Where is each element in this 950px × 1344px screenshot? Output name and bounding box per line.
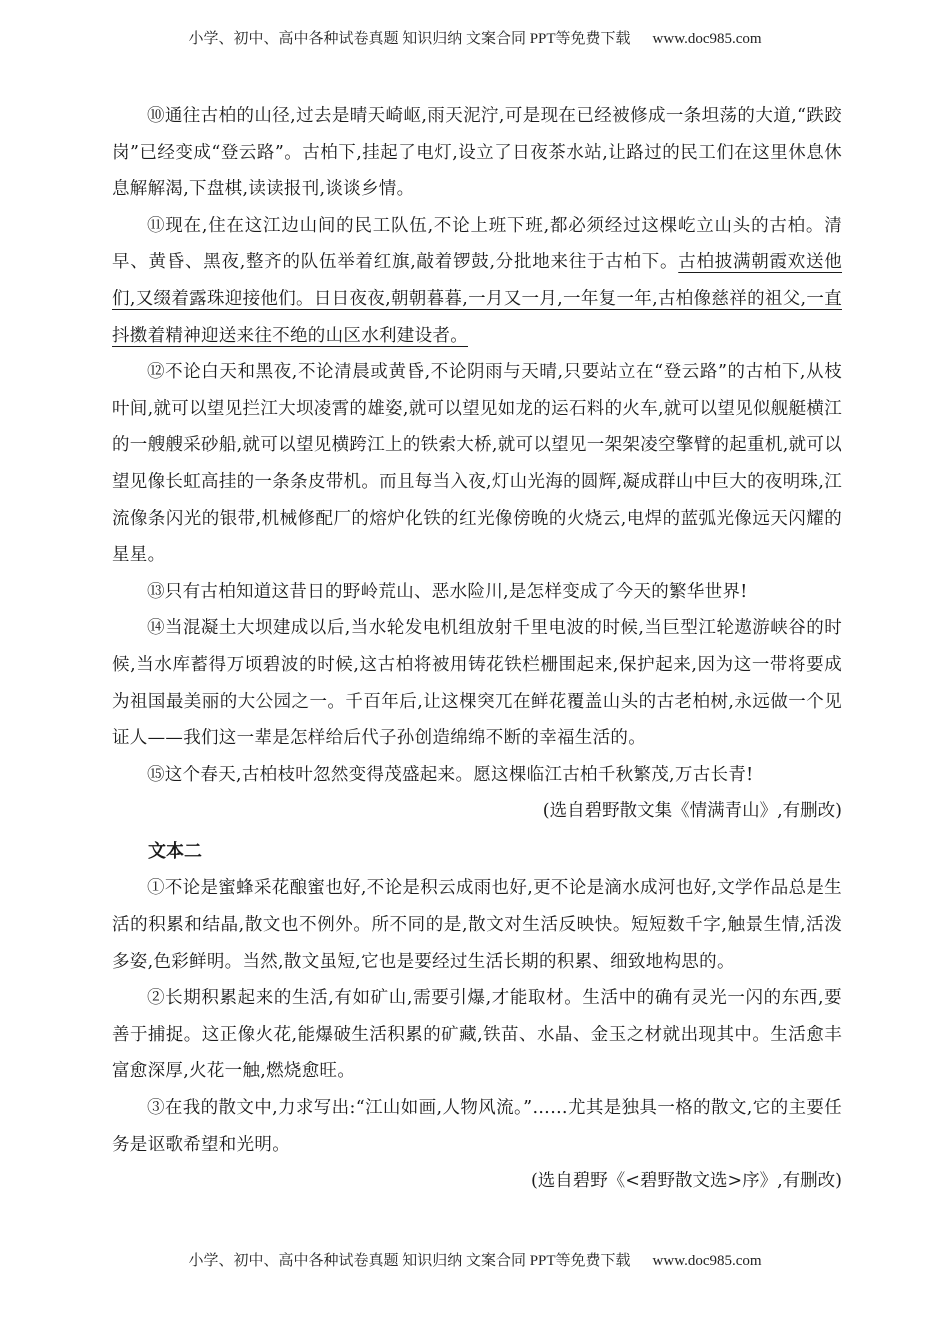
article-body: [112, 98, 842, 1200]
paragraph-13: ⑬只有古柏知道这昔日的野岭荒山、恶水险川,是怎样变成了今天的繁华世界!: [147, 581, 748, 602]
text2-paragraph-3: ③在我的散文中,力求写出:“江山如画,人物风流。”……尤其是独具一格的散文,它的主要任务是讴歌希望和光明。: [112, 1098, 842, 1155]
header-site-link[interactable]: www.doc985.com: [652, 31, 762, 47]
page-header: [0, 27, 950, 48]
section-title-text2: 文本二: [148, 840, 202, 862]
text1-source: (选自碧野散文集《情满青山》,有删改): [542, 801, 842, 822]
paragraph-15: ⑮这个春天,古柏枝叶忽然变得茂盛起来。愿这棵临江古柏千秋繁茂,万古长青!: [147, 764, 754, 785]
page-footer: [0, 1249, 950, 1270]
paragraph-11-text: ⑪现在,住在这江边山间的民工队伍,不论上班下班,都必须经过这棵屹立山头的古柏。清早、黄昏、黑夜,整齐的队伍举着红旗,敲着锣鼓,分批地来往于古柏下。: [112, 215, 842, 273]
paragraph-14: ⑭当混凝土大坝建成以后,当水轮发电机组放射千里电波的时候,当巨型江轮遨游峡谷的时候,当水库蓄得万顷碧波的时候,这古柏将被用铸花铁栏栅围起来,保护起来,因为这一带将要成为祖国最美丽的大公园之一。千百年后,让这棵突兀在鲜花覆盖山头的古老柏树,永远做一个见证人——我们这一辈是怎样给后代子孙创造绵绵不断的幸福生活的。: [112, 618, 842, 749]
underlined-sentence: 古柏披满朝霞欢送他们,又缀着露珠迎接他们。日日夜夜,朝朝暮暮,一月又一月,一年复一年,古柏像慈祥的祖父,一直抖擞着精神迎送来往不绝的山区水利建设者。: [112, 252, 843, 346]
text2-paragraph-2: ②长期积累起来的生活,有如矿山,需要引爆,才能取材。生活中的确有灵光一闪的东西,要善于捕捉。这正像火花,能爆破生活积累的矿藏,铁苗、水晶、金玉之材就出现其中。生活愈丰富愈深厚,火花一触,燃烧愈旺。: [112, 988, 842, 1082]
paragraph-10: ⑩通往古柏的山径,过去是晴天崎岖,雨天泥泞,可是现在已经被修成一条坦荡的大道,“跌跤岗”已经变成“登云路”。古柏下,挂起了电灯,设立了日夜茶水站,让路过的民工们在这里休息休息解解渴,下盘棋,读读报刊,谈谈乡情。: [112, 106, 842, 200]
footer-text: 小学、初中、高中各种试卷真题 知识归纳 文案合同 PPT等免费下载: [188, 1253, 631, 1269]
footer-site-link[interactable]: www.doc985.com: [652, 1253, 762, 1269]
text2-source: (选自碧野《<碧野散文选>序》,有删改): [530, 1171, 842, 1192]
text2-paragraph-1: ①不论是蜜蜂采花酿蜜也好,不论是积云成雨也好,更不论是滴水成河也好,文学作品总是生活的积累和结晶,散文也不例外。所不同的是,散文对生活反映快。短短数千字,触景生情,活泼多姿,色彩鲜明。当然,散文虽短,它也是要经过生活长期的积累、细致地构思的。: [112, 878, 842, 972]
paragraph-12: ⑫不论白天和黑夜,不论清晨或黄昏,不论阴雨与天晴,只要站立在“登云路”的古柏下,从枝叶间,就可以望见拦江大坝凌霄的雄姿,就可以望见如龙的运石料的火车,就可以望见似舰艇横江的一艘艘采砂船,就可以望见横跨江上的铁索大桥,就可以望见一架架凌空擎臂的起重机,就可以望见像长虹高挂的一条条皮带机。而且每当入夜,灯山光海的圆辉,凝成群山中巨大的夜明珠,江流像条闪光的银带,机械修配厂的熔炉化铁的红光像傍晚的火烧云,电焊的蓝弧光像远天闪耀的星星。: [112, 362, 842, 566]
header-text: 小学、初中、高中各种试卷真题 知识归纳 文案合同 PPT等免费下载: [188, 31, 631, 47]
paragraph-11: [112, 208, 842, 354]
